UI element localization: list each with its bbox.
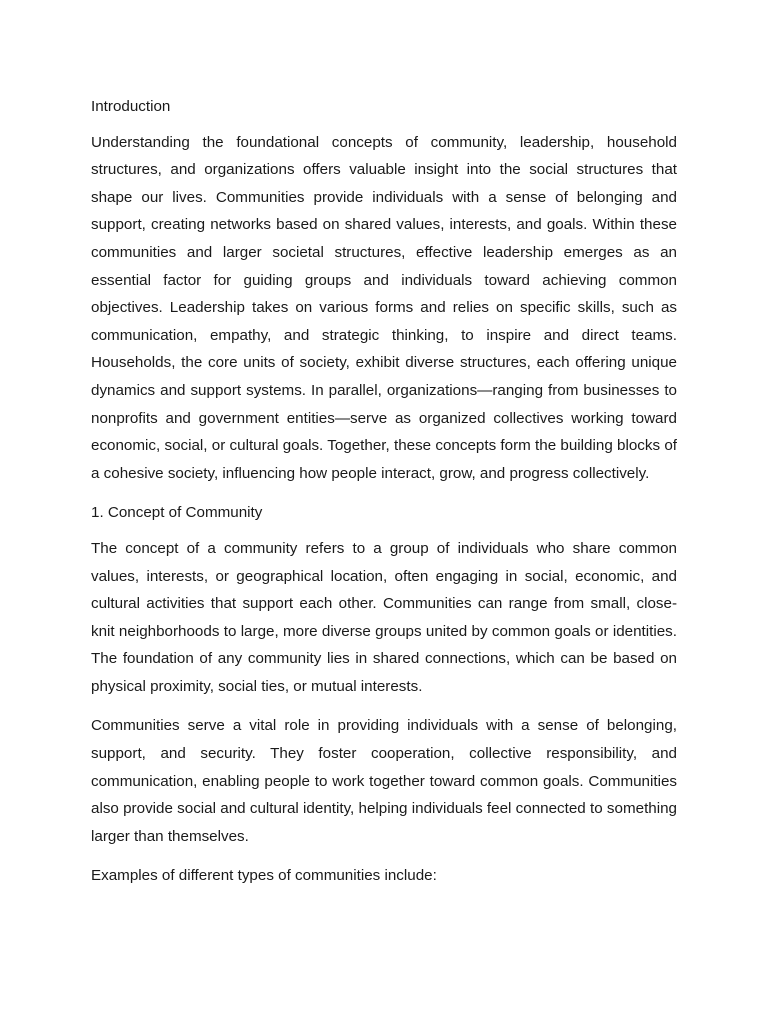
intro-heading: Introduction	[91, 98, 171, 115]
document-body	[91, 93, 677, 902]
community-role-paragraph: Communities serve a vital role in providing individuals with a sense of belonging, support, and security. They foster cooperation, collective responsibility, and communication, enabling people to work together toward common goals. Communities also provide social and cultural identity, helping individuals feel connected to something larger than themselves.	[91, 717, 677, 845]
intro-paragraph: Understanding the foundational concepts of community, leadership, household structures, and organizations offers valuable insight into the social structures that shape our lives. Communities provide individuals with a sense of belonging and support, creating networks based on shared values, interests, and goals. Within these communities and larger societal structures, effective leadership emerges as an essential factor for guiding groups and individuals toward achieving common objectives. Leadership takes on various forms and relies on specific skills, such as communication, empathy, and strategic thinking, to inspire and direct teams. Households, the core units of society, exhibit diverse structures, each offering unique dynamics and support systems. In parallel, organizations—ranging from businesses to nonprofits and government entities—serve as organized collectives working toward economic, social, or cultural goals. Together, these concepts form the building blocks of a cohesive society, influencing how people interact, grow, and progress collectively.	[91, 133, 677, 482]
community-definition-paragraph: The concept of a community refers to a group of individuals who share common values, interests, or geographical location, often engaging in social, economic, and cultural activities that support each other. Communities can range from small, close-knit neighborhoods to large, more diverse groups united by common goals or identities. The foundation of any community lies in shared connections, which can be based on physical proximity, social ties, or mutual interests.	[91, 539, 677, 695]
section-heading-concept-of-community: 1. Concept of Community	[91, 504, 263, 522]
community-examples-lead-in: Examples of different types of communities include:	[91, 867, 437, 885]
